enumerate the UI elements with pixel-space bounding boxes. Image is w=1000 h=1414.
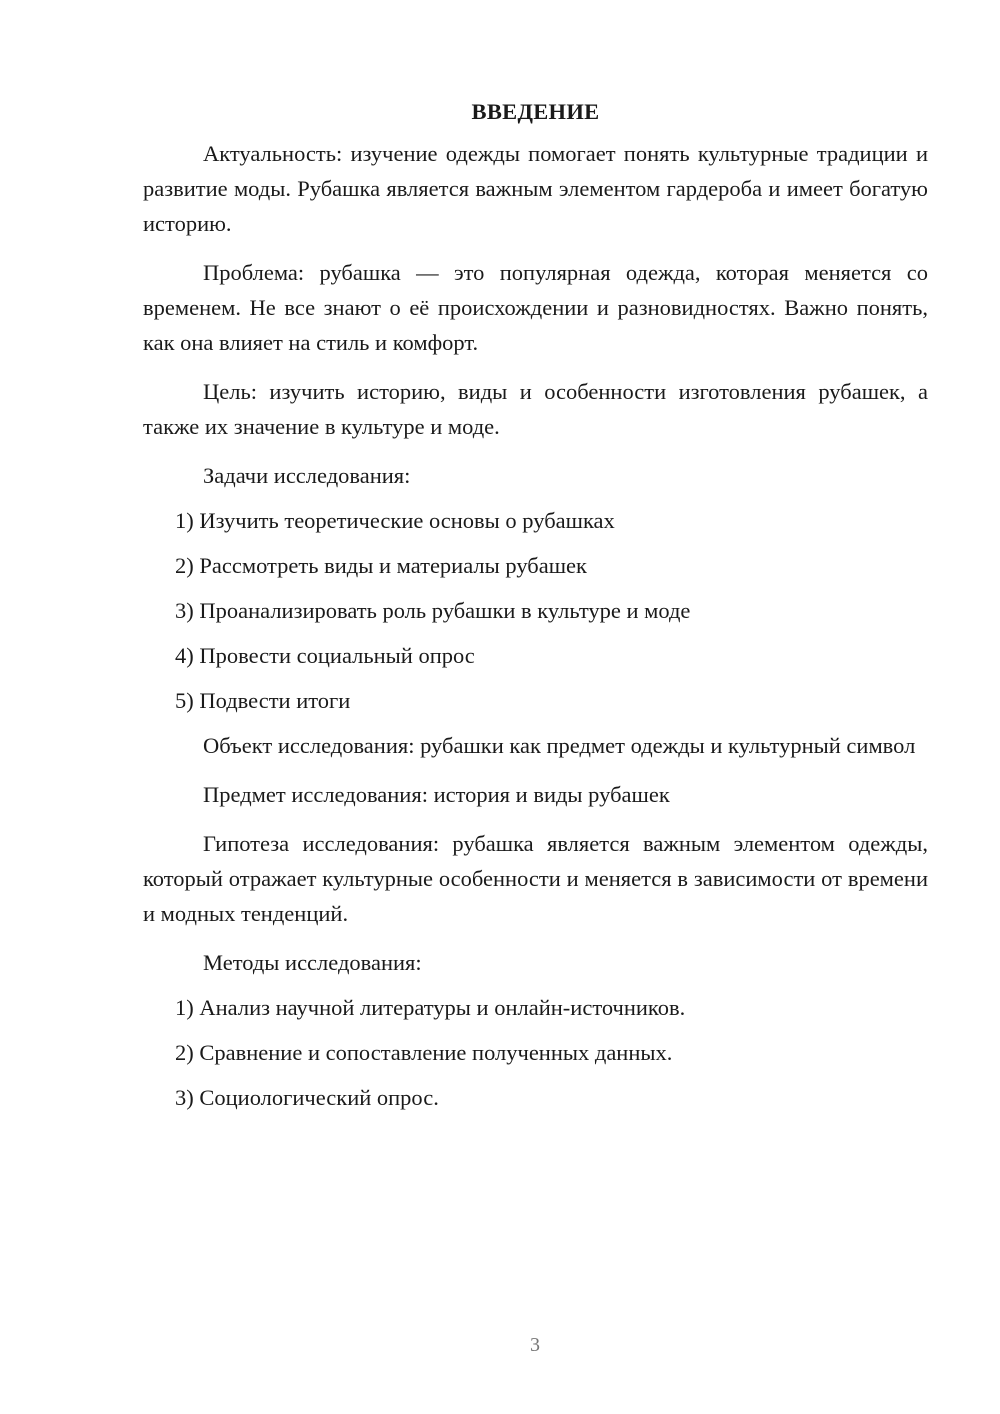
task-item: 5) Подвести итоги bbox=[175, 688, 351, 713]
methods-heading: Методы исследования: bbox=[203, 950, 422, 975]
hypothesis-paragraph: Гипотеза исследования: рубашка является важным элементом одежды, который отражает культурные особенности и меняется в зависимости от времени и модных тенденций. bbox=[143, 831, 928, 926]
methods-list bbox=[143, 990, 928, 1115]
page-content bbox=[143, 96, 928, 1125]
task-item: 3) Проанализировать роль рубашки в культуре и моде bbox=[175, 598, 691, 623]
task-item: 4) Провести социальный опрос bbox=[175, 643, 475, 668]
method-item: 1) Анализ научной литературы и онлайн-источников. bbox=[175, 995, 686, 1020]
tasks-list bbox=[143, 503, 928, 718]
object-paragraph: Объект исследования: рубашки как предмет одежды и культурный символ bbox=[203, 733, 916, 758]
goal-paragraph: Цель: изучить историю, виды и особенности изготовления рубашек, а также их значение в культуре и моде. bbox=[143, 379, 928, 439]
subject-paragraph: Предмет исследования: история и виды рубашек bbox=[203, 782, 670, 807]
page-title: ВВЕДЕНИЕ bbox=[471, 99, 600, 124]
method-item: 2) Сравнение и сопоставление полученных данных. bbox=[175, 1040, 673, 1065]
relevance-paragraph: Актуальность: изучение одежды помогает понять культурные традиции и развитие моды. Рубашка является важным элементом гардероба и имеет богатую историю. bbox=[143, 141, 928, 236]
problem-paragraph: Проблема: рубашка — это популярная одежда, которая меняется со временем. Не все знают о её происхождении и разновидностях. Важно понять, как она влияет на стиль и комфорт. bbox=[143, 260, 928, 355]
tasks-heading: Задачи исследования: bbox=[203, 463, 411, 488]
task-item: 1) Изучить теоретические основы о рубашках bbox=[175, 508, 615, 533]
task-item: 2) Рассмотреть виды и материалы рубашек bbox=[175, 553, 587, 578]
method-item: 3) Социологический опрос. bbox=[175, 1085, 439, 1110]
page-number: 3 bbox=[530, 1334, 540, 1356]
